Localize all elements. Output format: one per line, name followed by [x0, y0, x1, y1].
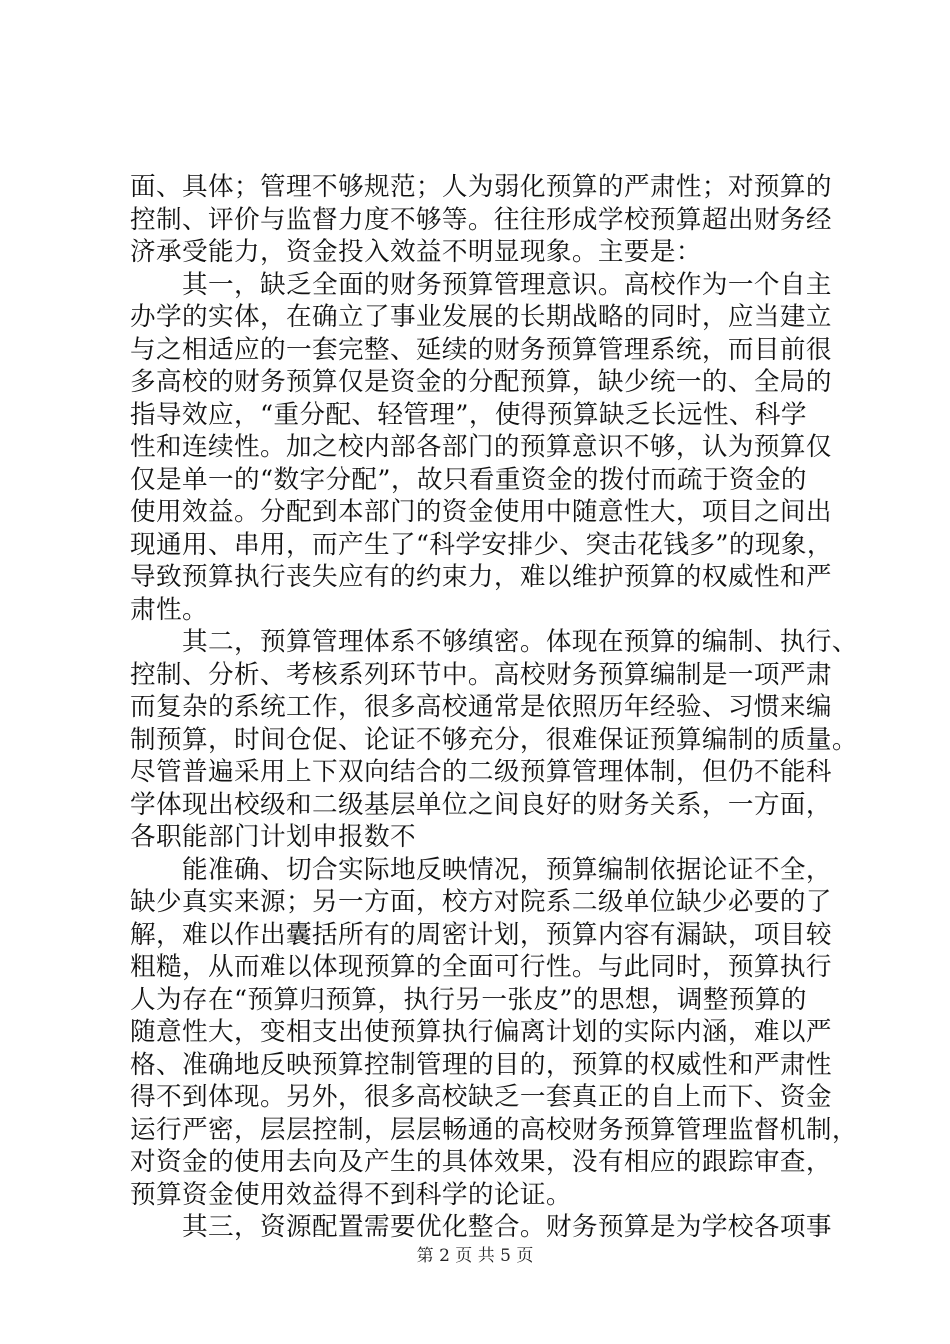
text-line: 运行严密，层层控制，层层畅通的高校财务预算管理监督机制， [130, 1114, 858, 1145]
text-line: 能准确、切合实际地反映情况，预算编制依据论证不全， [182, 854, 832, 885]
text-line: 面、具体；管理不够规范；人为弱化预算的严肃性；对预算的 [130, 172, 832, 202]
text-line: 其一，缺乏全面的财务预算管理意识。高校作为一个自主 [182, 269, 832, 300]
text-line: 对资金的使用去向及产生的具体效果，没有相应的跟踪审查， [130, 1147, 832, 1177]
text-line: 控制、分析、考核系列环节中。高校财务预算编制是一项严肃 [130, 659, 832, 690]
text-line: 格、准确地反映预算控制管理的目的，预算的权威性和严肃性 [130, 1049, 832, 1080]
text-line: 控制、评价与监督力度不够等。往往形成学校预算超出财务经 [130, 204, 832, 235]
text-line: 使用效益。分配到本部门的资金使用中随意性大，项目之间出 [130, 497, 832, 527]
text-line: 随意性大，变相支出使预算执行偏离计划的实际内涵，难以严 [130, 1017, 832, 1047]
text-line: 得不到体现。另外，很多高校缺乏一套真正的自上而下、资金 [130, 1082, 832, 1112]
text-line: 多高校的财务预算仅是资金的分配预算，缺少统一的、全局的 [130, 367, 832, 397]
text-line: 人为存在“预算归预算，执行另一张皮”的思想，调整预算的 [130, 984, 807, 1015]
text-line: 仅是单一的“数字分配”，故只看重资金的拨付而疏于资金的 [130, 464, 807, 495]
text-line: 肃性。 [130, 594, 208, 625]
text-line: 解，难以作出囊括所有的周密计划，预算内容有漏缺，项目较 [130, 919, 832, 950]
text-line: 其二，预算管理体系不够缜密。体现在预算的编制、执行、 [182, 627, 858, 657]
text-line: 性和连续性。加之校内部各部门的预算意识不够，认为预算仅 [130, 432, 832, 462]
text-line: 导致预算执行丧失应有的约束力，难以维护预算的权威性和严 [130, 562, 832, 592]
text-line: 而复杂的系统工作，很多高校通常是依照历年经验、习惯来编 [130, 692, 832, 722]
text-line: 缺少真实来源；另一方面，校方对院系二级单位缺少必要的了 [130, 887, 832, 917]
text-line: 指导效应，“重分配、轻管理”，使得预算缺乏长远性、科学 [130, 399, 807, 430]
text-line: 制预算，时间仓促、论证不够充分，很难保证预算编制的质量。 [130, 724, 858, 755]
text-line: 学体现出校级和二级基层单位之间良好的财务关系，一方面， [130, 789, 832, 820]
text-line: 现通用、串用，而产生了“科学安排少、突击花钱多”的现象， [130, 529, 833, 560]
text-line: 尽管普遍采用上下双向结合的二级预算管理体制，但仍不能科 [130, 757, 832, 787]
text-line: 各职能部门计划申报数不 [130, 822, 416, 852]
text-line: 济承受能力，资金投入效益不明显现象。主要是： [130, 237, 702, 267]
text-line: 预算资金使用效益得不到科学的论证。 [130, 1179, 572, 1210]
text-line: 与之相适应的一套完整、延续的财务预算管理系统，而目前很 [130, 334, 832, 365]
document-body [130, 171, 858, 1244]
text-line: 办学的实体，在确立了事业发展的长期战略的同时，应当建立 [130, 302, 832, 332]
page-footer: 第 2 页 共 5 页 [416, 1246, 534, 1266]
text-line: 粗糙，从而难以体现预算的全面可行性。与此同时，预算执行 [130, 952, 832, 982]
text-line: 其三，资源配置需要优化整合。财务预算是为学校各项事 [182, 1212, 832, 1242]
